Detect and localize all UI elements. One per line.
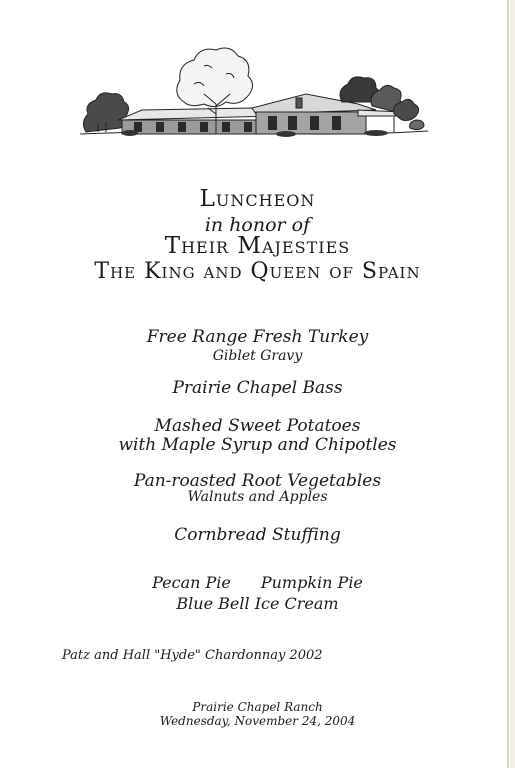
honoree-names: The King and Queen of Spain: [94, 259, 421, 284]
in-honor-of: in honor of: [204, 214, 311, 236]
menu-item-stuffing: Cornbread Stuffing: [174, 525, 341, 545]
dessert-pecan-pie: Pecan Pie: [152, 573, 231, 592]
venue: Prairie Chapel Ranch: [192, 700, 323, 714]
menu-item-bass: Prairie Chapel Bass: [172, 378, 343, 398]
menu-item-sweet-potatoes-detail: with Maple Syrup and Chipotles: [118, 435, 397, 455]
menu-item-sweet-potatoes: Mashed Sweet Potatoes: [154, 416, 361, 436]
menu-item-turkey: Free Range Fresh Turkey: [146, 327, 369, 347]
menu-item-gravy: Giblet Gravy: [212, 348, 303, 364]
menu-item-root-vegetables: Pan-roasted Root Vegetables: [133, 471, 382, 491]
ranch-house-sketch: [76, 44, 432, 148]
dessert-pumpkin-pie: Pumpkin Pie: [260, 573, 363, 592]
event-title: Luncheon: [199, 186, 316, 212]
event-date: Wednesday, November 24, 2004: [159, 714, 356, 728]
menu-item-root-vegetables-detail: Walnuts and Apples: [187, 489, 328, 505]
wine-pairing: Patz and Hall "Hyde" Chardonnay 2002: [62, 648, 323, 663]
dessert-ice-cream: Blue Bell Ice Cream: [176, 594, 339, 613]
honoree-line: Their Majesties: [164, 233, 351, 259]
dessert-pies: [0, 573, 515, 592]
